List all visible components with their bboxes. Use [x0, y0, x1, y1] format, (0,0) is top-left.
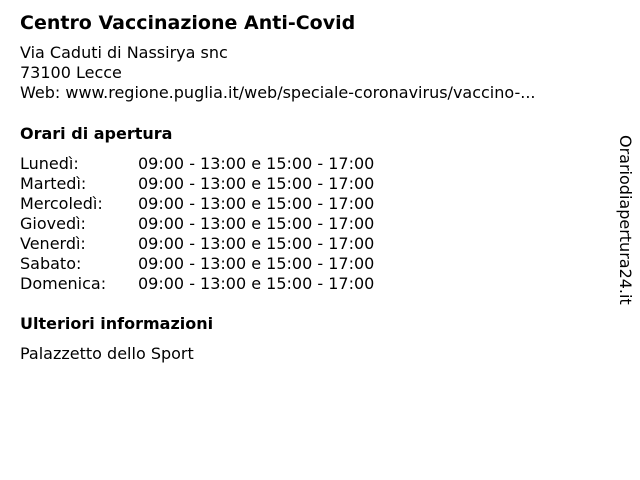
day-label: Giovedì:: [20, 214, 86, 233]
hours-value: 09:00 - 13:00 e 15:00 - 17:00: [138, 274, 375, 293]
day-label: Mercoledì:: [20, 194, 103, 213]
address-city: 73100 Lecce: [20, 63, 122, 82]
site-brand: Orariodiapertura24.it: [616, 135, 635, 305]
hours-row-sabato: [20, 254, 374, 274]
hours-value: 09:00 - 13:00 e 15:00 - 17:00: [138, 174, 375, 193]
day-label: Sabato:: [20, 254, 82, 273]
address-block: [20, 43, 536, 103]
additional-info-text: Palazzetto dello Sport: [20, 344, 194, 363]
website-link[interactable]: Web: www.regione.puglia.it/web/speciale-coronavirus/vaccino-...: [20, 83, 536, 102]
hours-row-lunedi: [20, 154, 374, 174]
day-label: Domenica:: [20, 274, 107, 293]
day-label: Martedì:: [20, 174, 87, 193]
opening-hours-heading: Orari di apertura: [20, 124, 173, 143]
address-street: Via Caduti di Nassirya snc: [20, 43, 228, 62]
hours-row-mercoledi: [20, 194, 374, 214]
hours-value: 09:00 - 13:00 e 15:00 - 17:00: [138, 194, 375, 213]
hours-value: 09:00 - 13:00 e 15:00 - 17:00: [138, 254, 375, 273]
hours-value: 09:00 - 13:00 e 15:00 - 17:00: [138, 154, 375, 173]
day-label: Venerdì:: [20, 234, 86, 253]
hours-row-venerdi: [20, 234, 374, 254]
hours-row-domenica: [20, 274, 374, 294]
day-label: Lunedì:: [20, 154, 79, 173]
hours-value: 09:00 - 13:00 e 15:00 - 17:00: [138, 234, 375, 253]
additional-info-heading: Ulteriori informazioni: [20, 314, 214, 333]
page-title: Centro Vaccinazione Anti-Covid: [20, 12, 356, 34]
opening-hours-table: [20, 154, 374, 294]
hours-row-martedi: [20, 174, 374, 194]
hours-value: 09:00 - 13:00 e 15:00 - 17:00: [138, 214, 375, 233]
hours-row-giovedi: [20, 214, 374, 234]
